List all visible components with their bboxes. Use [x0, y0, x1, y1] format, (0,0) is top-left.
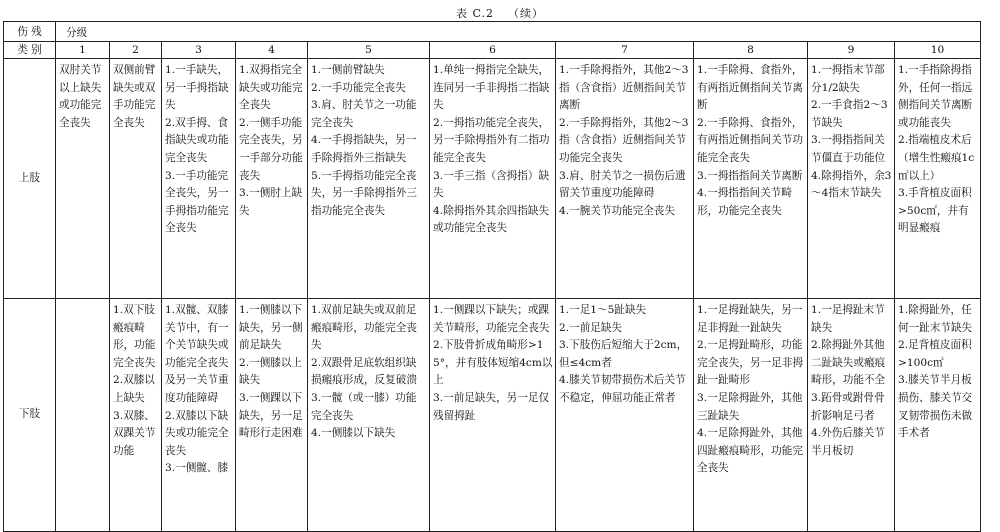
- table-cell: 双侧前臂缺失或双手功能完全丧失: [110, 59, 162, 299]
- table-row: [4, 299, 981, 532]
- table-cell: 1.双下肢瘢痕畸形，功能完全丧失 2.双膝以上缺失 3.双膝、双踝关节功能: [110, 299, 162, 532]
- table-cell: 1.除拇趾外，任何一趾末节缺失 2.足背植皮面积>100c㎡ 3.膝关节半月板损伤、膝关节交叉韧带损伤未做手术者: [895, 299, 981, 532]
- level-header: 2: [110, 42, 162, 59]
- table-cell: 双肘关节以上缺失或功能完全丧失: [56, 59, 110, 299]
- level-header: 5: [308, 42, 430, 59]
- table-cell: [56, 299, 110, 532]
- header-row-group: [4, 22, 981, 42]
- table-cell: 1.一手缺失，另一手拇指缺失 2.双手拇、食指缺失或功能完全丧失 3.一手功能完全丧失，另一手拇指功能完全丧失: [162, 59, 236, 299]
- table-cell: 1.一拇指末节部分1/2缺失 2.一手食指2～3节缺失 3.一拇指指间关节僵直于功能位 4.除拇指外，余3～4指末节缺失: [808, 59, 895, 299]
- level-header: 8: [694, 42, 808, 59]
- disability-grade-table: [3, 21, 981, 532]
- table-cell: 1.单纯一拇指完全缺失，连同另一手非拇指二指缺失 2.一拇指功能完全丧失，另一手除拇指外有二指功能完全丧失 3.一手三指（含拇指）缺失 4.除拇指外其余四指缺失或功能完全丧失: [430, 59, 556, 299]
- table-cell: 1.一手除拇、食指外，有两指近侧指间关节离断 2.一手除拇、食指外，有两指近侧指间关节功能完全丧失 3.一拇指指间关节离断 4.一拇指指间关节畸形，功能完全丧失: [694, 59, 808, 299]
- row-label-upper-limb: 上肢: [4, 59, 56, 299]
- table-caption: [0, 5, 1000, 21]
- header-row-levels: [4, 42, 981, 59]
- corner-bottom: 类 别: [4, 42, 56, 59]
- level-header: 9: [808, 42, 895, 59]
- table-cell: 1.一足拇趾缺失，另一足非拇趾一趾缺失 2.一足拇趾畸形，功能完全丧失，另一足非拇趾一趾畸形 3.一足除拇趾外，其他三趾缺失 4.一足除拇趾外，其他四趾瘢痕畸形，功能完全丧失: [694, 299, 808, 532]
- row-label-lower-limb: 下肢: [4, 299, 56, 532]
- table-cell: 1.一足拇趾末节缺失 2.除拇趾外其他二趾缺失或瘢痕畸形，功能不全 3.跖骨或跗骨骨折影响足弓者 4.外伤后膝关节半月板切: [808, 299, 895, 532]
- table-cell: 1.一手指除拇指外，任何一指远侧指间关节离断或功能丧失 2.指端植皮术后（增生性瘢痕1c㎡以上） 3.手背植皮面积>50c㎡，并有明显瘢痕: [895, 59, 981, 299]
- corner-top: 伤 残: [4, 22, 56, 42]
- table-cell: 1.一侧前臂缺失 2.一手功能完全丧失 3.肩、肘关节之一功能完全丧失 4.一手拇指缺失，另一手除拇指外三指缺失 5.一手拇指功能完全丧失，另一手除拇指外三指功能完全丧失: [308, 59, 430, 299]
- level-header: 6: [430, 42, 556, 59]
- level-header: 7: [556, 42, 694, 59]
- table-cell: 1.双髋、双膝关节中，有一个关节缺失或功能完全丧失及另一关节重度功能障碍 2.双膝以下缺失或功能完全丧失 3.一侧髋、膝: [162, 299, 236, 532]
- group-header: 分级: [56, 22, 981, 42]
- level-header: 3: [162, 42, 236, 59]
- table-cell: 1.双前足缺失或双前足瘢痕畸形，功能完全丧失 2.双跟骨足底软组织缺损瘢痕形成，反复破溃 3.一髋（或一膝）功能完全丧失 4.一侧膝以下缺失: [308, 299, 430, 532]
- table-cell: 1.一手除拇指外，其他2～3指（含食指）近侧指间关节离断 2.一手除拇指外，其他2～3指（含食指）近侧指间关节功能完全丧失 3.肩、肘关节之一损伤后遗留关节重度功能障碍 4.一腕关节功能完全丧失: [556, 59, 694, 299]
- level-header: 1: [56, 42, 110, 59]
- table-cell: 1.一足1～5趾缺失 2.一前足缺失 3.下肢伤后短缩大于2cm，但≤4cm者 4.膝关节韧带损伤术后关节不稳定，伸屈功能正常者: [556, 299, 694, 532]
- table-cell: 1.双拇指完全缺失或功能完全丧失 2.一侧手功能完全丧失，另一手部分功能丧失 3.一侧肘上缺失: [236, 59, 308, 299]
- caption-continued: （续）: [508, 7, 545, 20]
- level-header: 10: [895, 42, 981, 59]
- table-cell: 1.一侧踝以下缺失；或踝关节畸形，功能完全丧失 2.下肢骨折成角畸形>15°，并有肢体短缩4cm以上 3.一前足缺失，另一足仅残留拇趾: [430, 299, 556, 532]
- table-row: [4, 59, 981, 299]
- caption-title: 表 C.2: [455, 7, 495, 20]
- level-header: 4: [236, 42, 308, 59]
- table-cell: 1.一侧膝以下缺失，另一侧前足缺失 2.一侧膝以上缺失 3.一侧踝以下缺失，另一足畸形行走困难: [236, 299, 308, 532]
